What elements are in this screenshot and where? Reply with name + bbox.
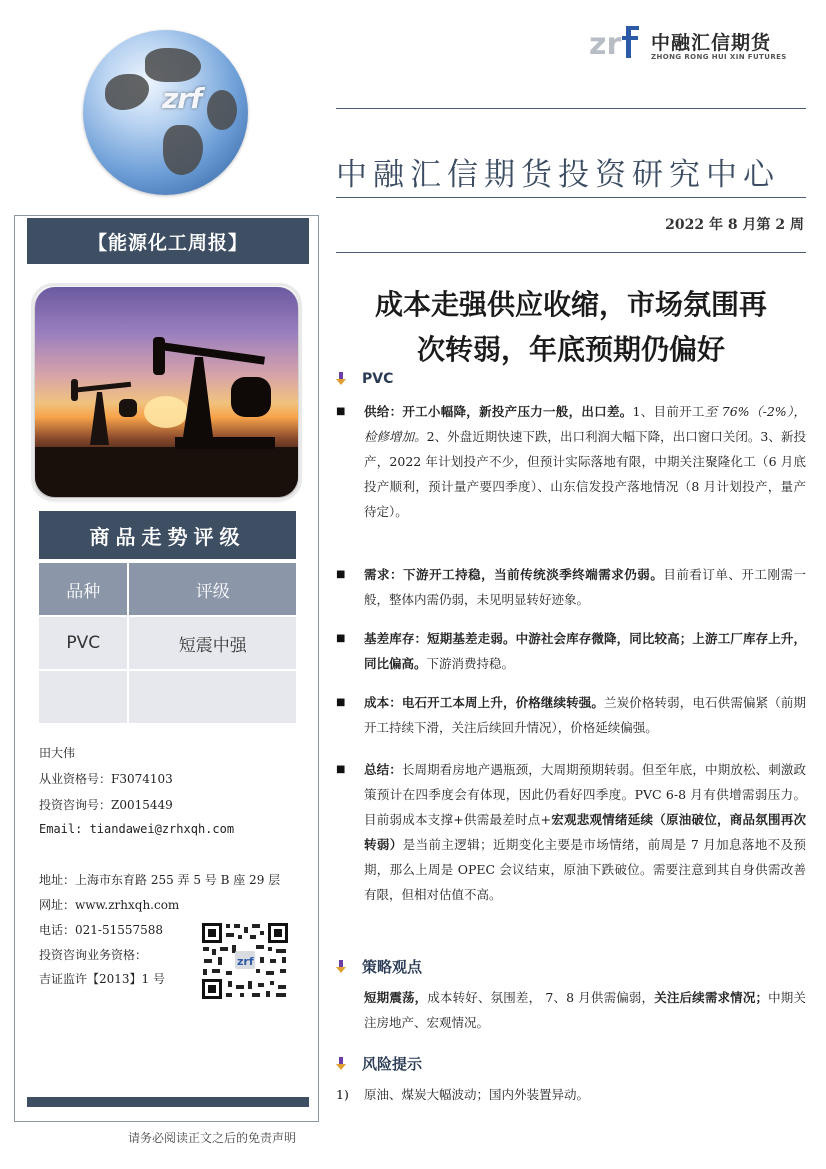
report-headline — [336, 282, 806, 372]
table-header-cell: 品种 — [39, 563, 129, 615]
square-bullet-icon: ■ — [336, 569, 346, 580]
svg-text:zrf: zrf — [237, 955, 254, 968]
section-title: 策略观点 — [362, 958, 423, 976]
brand-english-name: ZHONG RONG HUI XIN FUTURES — [651, 53, 787, 61]
divider — [336, 197, 806, 198]
paragraph-bold: 基差库存：短期基差走弱。中游社会库存微降，同比较高；上游工厂库存上升，同比偏高。 — [364, 631, 806, 671]
table-header-row — [39, 563, 296, 615]
paragraph-risk — [336, 1082, 806, 1107]
globe-logo-text: zrf — [162, 82, 202, 115]
analyst-advisory-no: 投资咨询号：Z0015449 — [39, 798, 173, 812]
square-bullet-icon: ■ — [336, 764, 346, 775]
company-address: 地址：上海市东育路 255 弄 5 号 B 座 29 层 — [39, 873, 281, 887]
paragraph-summary — [336, 757, 806, 907]
paragraph-basis-inventory — [336, 626, 806, 676]
paragraph-text: 原油、煤炭大幅波动；国内外装置异动。 — [364, 1087, 590, 1102]
paragraph-text: 下游消费持稳。 — [426, 656, 515, 671]
company-website[interactable]: 网址：www.zrhxqh.com — [39, 898, 180, 912]
svg-text:zr: zr — [589, 27, 622, 60]
headline-line: 成本走强供应收缩，市场氛围再 — [374, 288, 767, 321]
list-number: 1) — [336, 1087, 349, 1102]
license-label: 投资咨询业务资格： — [39, 948, 148, 962]
company-phone: 电话：021-51557588 — [39, 923, 164, 937]
paragraph-italic: 至 76%（-2%），检修增加。 — [364, 404, 807, 444]
paragraph-bold: 宏观悲观情绪延续（原油破位，商品氛围再次转弱） — [364, 812, 806, 852]
paragraph-text: 长周期看房地产遇瓶颈，大周期预期转弱。但至年底，中期放松、刺激政策预计在四季度会有体现，因此仍看好四季度。PVC 6-8 月有供增需弱压力。目前弱成本支撑+供需最差时点+ — [364, 762, 806, 827]
analyst-email[interactable]: Email: tiandawei@zrhxqh.com — [39, 822, 235, 836]
qr-code-icon — [200, 921, 290, 1001]
square-bullet-icon: ■ — [336, 633, 346, 644]
section-header-pvc — [336, 371, 393, 387]
rating-title: 商品走势评级 — [39, 511, 296, 559]
paragraph-bold: 总结： — [364, 762, 402, 777]
section-header-strategy — [336, 956, 422, 977]
photo-frame — [31, 283, 302, 501]
square-bullet-icon: ■ — [336, 406, 346, 417]
issue-date: 2022 年 8 月第 2 周 — [665, 217, 804, 233]
paragraph-bold: 短期震荡， — [364, 990, 428, 1005]
paragraph-strategy — [364, 985, 806, 1035]
rating-table — [39, 563, 296, 723]
table-row — [39, 669, 296, 723]
headline-line: 次转弱，年底预期仍偏好 — [416, 333, 725, 366]
section-title: PVC — [362, 371, 394, 387]
table-cell — [129, 669, 296, 723]
arrow-down-bullet-icon — [336, 960, 350, 974]
paragraph-text: 目前看订单、开工刚需一般，整体内需仍弱，未见明显转好迹象。 — [364, 567, 806, 607]
paragraph-text: 中期关注房地产、宏观情况。 — [364, 990, 806, 1030]
analyst-cert: 从业资格号：F3074103 — [39, 772, 173, 786]
license-number: 吉证监许【2013】1 号 — [39, 972, 165, 986]
paragraph-text: 是当前主逻辑；近期变化主要是市场情绪，前周是 7 月加息落地不及预期，那么上周是 OPEC 会议结束，原油下跌破位。需要注意到其自身供需改善有限，但相对估值不高。 — [364, 837, 806, 902]
sidebar-bottom-bar — [27, 1097, 309, 1107]
research-center-title: 中融汇信期货投资研究中心 — [336, 157, 780, 193]
paragraph-text: 成本转好、氛围差， 7、8 月供需偏弱， — [427, 990, 655, 1005]
section-header-risk — [336, 1053, 422, 1074]
paragraph-supply — [336, 399, 806, 524]
table-header-cell: 评级 — [129, 563, 296, 615]
paragraph-text: 2、外盘近期快速下跌，出口利润大幅下降，出口窗口关闭。3、新投产，2022 年计划投产不少，但预计实际落地有限，中期关注聚隆化工（6 月底投产顺利，预计量产要四季度）、山东信发投产落地情况（8 月计划投产，量产待定）。 — [364, 429, 806, 519]
arrow-down-bullet-icon — [336, 1057, 350, 1071]
paragraph-cost — [336, 690, 806, 740]
table-cell: PVC — [39, 615, 129, 669]
paragraph-bold: 成本：电石开工本周上升，价格继续转强。 — [364, 695, 604, 710]
disclaimer-note: 请务必阅读正文之后的免责声明 — [128, 1131, 297, 1145]
paragraph-bold: 关注后续需求情况； — [654, 990, 768, 1005]
section-title: 风险提示 — [362, 1055, 423, 1073]
table-cell: 短震中强 — [129, 615, 296, 669]
zrf-logo-icon — [589, 24, 641, 60]
brand-name: 中融汇信期货 — [651, 32, 772, 54]
paragraph-demand — [336, 562, 806, 612]
arrow-down-bullet-icon — [336, 372, 350, 386]
paragraph-bold: 需求：下游开工持稳，当前传统淡季终端需求仍弱。 — [364, 567, 664, 582]
square-bullet-icon: ■ — [336, 697, 346, 708]
paragraph-text: 1、目前开工 — [632, 404, 705, 419]
table-row — [39, 615, 296, 669]
table-cell — [39, 669, 129, 723]
report-category-banner: 【能源化工周报】 — [27, 218, 309, 264]
analyst-name: 田大伟 — [39, 746, 76, 760]
paragraph-text: 兰炭价格转弱，电石供需偏紧（前期开工持续下滑，关注后续回升情况），价格延续偏强。 — [364, 695, 806, 735]
divider — [336, 108, 806, 109]
divider — [336, 252, 806, 253]
paragraph-bold: 供给：开工小幅降，新投产压力一般，出口差。 — [364, 404, 633, 419]
